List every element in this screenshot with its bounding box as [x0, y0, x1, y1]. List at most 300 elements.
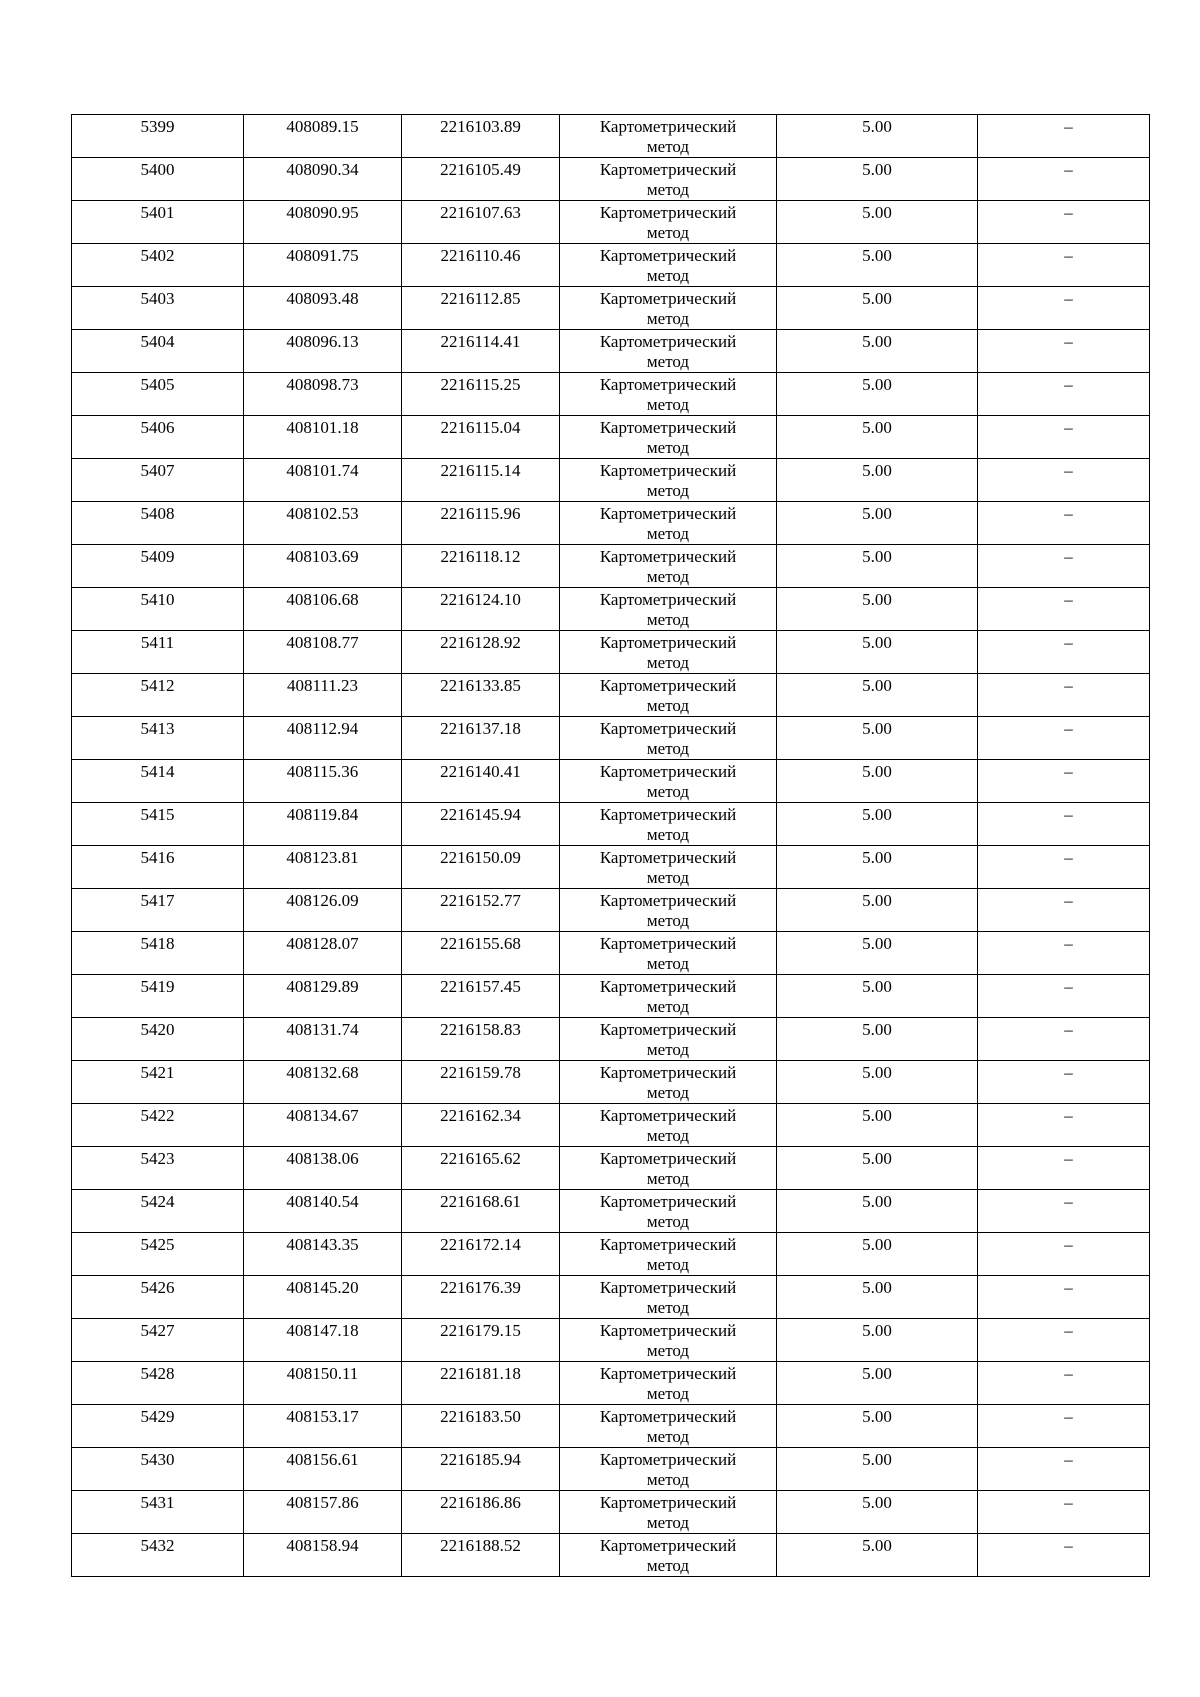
accuracy-cell-text: [777, 1061, 977, 1083]
y-coordinate-cell-y: 2216158.83: [440, 1020, 521, 1039]
y-coordinate-cell: [402, 373, 560, 416]
method-cell-method-line2: метод: [646, 739, 690, 758]
point-number-cell-point: 5409: [140, 547, 175, 566]
note-cell-text: [978, 545, 1149, 567]
method-cell-text: [560, 717, 776, 759]
y-coordinate-cell: [402, 1147, 560, 1190]
x-coordinate-cell-x: 408111.23: [287, 676, 358, 695]
x-coordinate-cell-x: 408101.18: [286, 418, 359, 437]
table-row: [72, 502, 1150, 545]
method-cell-text: [560, 330, 776, 372]
method-cell-method-line2: метод: [646, 481, 690, 500]
y-coordinate-cell: [402, 932, 560, 975]
x-coordinate-cell-x: 408112.94: [286, 719, 359, 738]
y-coordinate-cell-y: 2216162.34: [440, 1106, 521, 1125]
y-coordinate-cell: [402, 846, 560, 889]
point-number-cell: [72, 158, 244, 201]
point-number-cell-text: [72, 115, 243, 137]
x-coordinate-cell-x: 408098.73: [286, 375, 359, 394]
y-coordinate-cell-y: 2216115.96: [440, 504, 521, 523]
y-coordinate-cell-y: 2216159.78: [440, 1063, 521, 1082]
method-cell-text: [560, 1405, 776, 1447]
note-cell: [978, 1190, 1150, 1233]
note-cell-text: [978, 287, 1149, 309]
x-coordinate-cell: [244, 287, 402, 330]
y-coordinate-cell-y: 2216165.62: [440, 1149, 521, 1168]
point-number-cell-text: [72, 1276, 243, 1298]
y-coordinate-cell: [402, 1491, 560, 1534]
x-coordinate-cell-x: 408138.06: [286, 1149, 359, 1168]
method-cell: [560, 1190, 777, 1233]
accuracy-cell-text: [777, 1405, 977, 1427]
x-coordinate-cell: [244, 631, 402, 674]
method-cell-method-line2: метод: [646, 1556, 690, 1575]
method-cell-method-line2: метод: [646, 1298, 690, 1317]
y-coordinate-cell-text: [402, 588, 559, 610]
table-row: [72, 1276, 1150, 1319]
note-cell-note: –: [1064, 934, 1073, 953]
note-cell-text: [978, 760, 1149, 782]
method-cell-text: [560, 1147, 776, 1189]
accuracy-cell-accuracy: 5.00: [862, 848, 892, 867]
accuracy-cell: [777, 416, 978, 459]
point-number-cell-point: 5408: [140, 504, 175, 523]
x-coordinate-cell-text: [244, 846, 401, 868]
point-number-cell-text: [72, 201, 243, 223]
method-cell-text: [560, 760, 776, 802]
x-coordinate-cell-text: [244, 760, 401, 782]
accuracy-cell: [777, 1319, 978, 1362]
note-cell-text: [978, 1405, 1149, 1427]
coordinates-table-body: [72, 115, 1150, 1577]
note-cell-text: [978, 803, 1149, 825]
accuracy-cell-text: [777, 1276, 977, 1298]
note-cell-note: –: [1064, 1063, 1073, 1082]
x-coordinate-cell-text: [244, 1319, 401, 1341]
y-coordinate-cell: [402, 201, 560, 244]
method-cell-method-line2: метод: [646, 223, 690, 242]
note-cell-text: [978, 1104, 1149, 1126]
y-coordinate-cell-text: [402, 1018, 559, 1040]
accuracy-cell: [777, 201, 978, 244]
method-cell-method-line1: Картометрический: [599, 418, 737, 437]
note-cell: [978, 1147, 1150, 1190]
note-cell-note: –: [1064, 977, 1073, 996]
x-coordinate-cell: [244, 201, 402, 244]
accuracy-cell: [777, 1534, 978, 1577]
accuracy-cell-text: [777, 1319, 977, 1341]
accuracy-cell-accuracy: 5.00: [862, 289, 892, 308]
x-coordinate-cell-text: [244, 373, 401, 395]
accuracy-cell-text: [777, 1491, 977, 1513]
method-cell: [560, 287, 777, 330]
method-cell-method-line2: метод: [646, 653, 690, 672]
x-coordinate-cell: [244, 1104, 402, 1147]
y-coordinate-cell: [402, 1233, 560, 1276]
method-cell-text: [560, 244, 776, 286]
x-coordinate-cell-x: 408157.86: [286, 1493, 359, 1512]
method-cell: [560, 588, 777, 631]
point-number-cell-point: 5418: [140, 934, 175, 953]
point-number-cell: [72, 287, 244, 330]
note-cell-note: –: [1064, 891, 1073, 910]
accuracy-cell: [777, 1405, 978, 1448]
accuracy-cell-accuracy: 5.00: [862, 1407, 892, 1426]
accuracy-cell-text: [777, 1233, 977, 1255]
point-number-cell-text: [72, 1362, 243, 1384]
note-cell: [978, 717, 1150, 760]
accuracy-cell-accuracy: 5.00: [862, 1321, 892, 1340]
x-coordinate-cell: [244, 158, 402, 201]
method-cell: [560, 158, 777, 201]
accuracy-cell-accuracy: 5.00: [862, 1106, 892, 1125]
method-cell-method-line2: метод: [646, 911, 690, 930]
y-coordinate-cell: [402, 1534, 560, 1577]
y-coordinate-cell-y: 2216155.68: [440, 934, 521, 953]
accuracy-cell: [777, 287, 978, 330]
x-coordinate-cell-x: 408128.07: [286, 934, 359, 953]
y-coordinate-cell: [402, 502, 560, 545]
method-cell-text: [560, 545, 776, 587]
accuracy-cell-text: [777, 1190, 977, 1212]
x-coordinate-cell: [244, 115, 402, 158]
y-coordinate-cell-text: [402, 1233, 559, 1255]
x-coordinate-cell-x: 408132.68: [286, 1063, 359, 1082]
point-number-cell: [72, 1319, 244, 1362]
x-coordinate-cell: [244, 1190, 402, 1233]
note-cell-text: [978, 1534, 1149, 1556]
x-coordinate-cell-text: [244, 1233, 401, 1255]
point-number-cell-text: [72, 1491, 243, 1513]
point-number-cell-text: [72, 932, 243, 954]
x-coordinate-cell: [244, 674, 402, 717]
y-coordinate-cell-y: 2216115.04: [440, 418, 521, 437]
method-cell-method-line1: Картометрический: [599, 1364, 737, 1383]
note-cell-note: –: [1064, 1493, 1073, 1512]
point-number-cell-point: 5406: [140, 418, 175, 437]
point-number-cell-text: [72, 1405, 243, 1427]
accuracy-cell: [777, 846, 978, 889]
coordinates-table: [71, 114, 1150, 1577]
accuracy-cell-accuracy: 5.00: [862, 418, 892, 437]
method-cell: [560, 1233, 777, 1276]
method-cell-text: [560, 1319, 776, 1361]
method-cell-method-line1: Картометрический: [599, 676, 737, 695]
method-cell-method-line2: метод: [646, 782, 690, 801]
y-coordinate-cell-y: 2216168.61: [440, 1192, 521, 1211]
method-cell-method-line2: метод: [646, 825, 690, 844]
x-coordinate-cell-text: [244, 674, 401, 696]
method-cell-method-line2: метод: [646, 954, 690, 973]
note-cell-text: [978, 1276, 1149, 1298]
accuracy-cell-text: [777, 803, 977, 825]
note-cell-note: –: [1064, 633, 1073, 652]
y-coordinate-cell: [402, 1319, 560, 1362]
x-coordinate-cell-x: 408147.18: [286, 1321, 359, 1340]
table-row: [72, 244, 1150, 287]
method-cell: [560, 674, 777, 717]
x-coordinate-cell-text: [244, 803, 401, 825]
method-cell-method-line1: Картометрический: [599, 977, 737, 996]
y-coordinate-cell-text: [402, 803, 559, 825]
accuracy-cell: [777, 330, 978, 373]
note-cell-note: –: [1064, 547, 1073, 566]
note-cell-text: [978, 459, 1149, 481]
y-coordinate-cell-y: 2216152.77: [440, 891, 521, 910]
point-number-cell: [72, 803, 244, 846]
point-number-cell: [72, 201, 244, 244]
note-cell-note: –: [1064, 1407, 1073, 1426]
table-row: [72, 158, 1150, 201]
y-coordinate-cell: [402, 1190, 560, 1233]
method-cell-method-line2: метод: [646, 1470, 690, 1489]
point-number-cell-text: [72, 1190, 243, 1212]
table-row: [72, 717, 1150, 760]
note-cell: [978, 760, 1150, 803]
x-coordinate-cell-text: [244, 1147, 401, 1169]
accuracy-cell-accuracy: 5.00: [862, 1536, 892, 1555]
note-cell: [978, 244, 1150, 287]
note-cell: [978, 373, 1150, 416]
method-cell-method-line1: Картометрический: [599, 891, 737, 910]
x-coordinate-cell-text: [244, 1061, 401, 1083]
note-cell-note: –: [1064, 418, 1073, 437]
accuracy-cell-accuracy: 5.00: [862, 1149, 892, 1168]
method-cell-text: [560, 975, 776, 1017]
note-cell: [978, 1018, 1150, 1061]
note-cell-note: –: [1064, 246, 1073, 265]
method-cell-method-line1: Картометрический: [599, 1020, 737, 1039]
accuracy-cell-accuracy: 5.00: [862, 160, 892, 179]
point-number-cell-text: [72, 158, 243, 180]
method-cell-method-line2: метод: [646, 1083, 690, 1102]
y-coordinate-cell-y: 2216172.14: [440, 1235, 521, 1254]
y-coordinate-cell-text: [402, 674, 559, 696]
point-number-cell-point: 5413: [140, 719, 175, 738]
x-coordinate-cell-x: 408106.68: [286, 590, 359, 609]
y-coordinate-cell: [402, 1018, 560, 1061]
accuracy-cell-text: [777, 416, 977, 438]
method-cell-method-line1: Картометрический: [599, 375, 737, 394]
x-coordinate-cell: [244, 1147, 402, 1190]
note-cell-text: [978, 1018, 1149, 1040]
accuracy-cell-text: [777, 932, 977, 954]
point-number-cell: [72, 588, 244, 631]
accuracy-cell-accuracy: 5.00: [862, 891, 892, 910]
y-coordinate-cell-text: [402, 287, 559, 309]
point-number-cell-point: 5401: [140, 203, 175, 222]
accuracy-cell-accuracy: 5.00: [862, 117, 892, 136]
table-row: [72, 1448, 1150, 1491]
method-cell-method-line1: Картометрический: [599, 246, 737, 265]
accuracy-cell-text: [777, 1018, 977, 1040]
note-cell-note: –: [1064, 1278, 1073, 1297]
accuracy-cell-accuracy: 5.00: [862, 633, 892, 652]
method-cell-method-line1: Картометрический: [599, 848, 737, 867]
y-coordinate-cell: [402, 717, 560, 760]
x-coordinate-cell: [244, 330, 402, 373]
accuracy-cell: [777, 1018, 978, 1061]
table-row: [72, 1534, 1150, 1577]
y-coordinate-cell-y: 2216124.10: [440, 590, 521, 609]
method-cell-text: [560, 459, 776, 501]
method-cell-text: [560, 1491, 776, 1533]
accuracy-cell: [777, 588, 978, 631]
accuracy-cell: [777, 1147, 978, 1190]
y-coordinate-cell-y: 2216133.85: [440, 676, 521, 695]
x-coordinate-cell-x: 408158.94: [286, 1536, 359, 1555]
table-row: [72, 115, 1150, 158]
y-coordinate-cell-y: 2216118.12: [440, 547, 521, 566]
y-coordinate-cell-y: 2216137.18: [440, 719, 521, 738]
point-number-cell-point: 5404: [140, 332, 175, 351]
point-number-cell: [72, 717, 244, 760]
method-cell: [560, 545, 777, 588]
point-number-cell: [72, 889, 244, 932]
method-cell: [560, 760, 777, 803]
note-cell-text: [978, 158, 1149, 180]
note-cell-text: [978, 1061, 1149, 1083]
point-number-cell-point: 5416: [140, 848, 175, 867]
method-cell-text: [560, 201, 776, 243]
point-number-cell-text: [72, 588, 243, 610]
x-coordinate-cell-text: [244, 502, 401, 524]
point-number-cell: [72, 846, 244, 889]
method-cell-method-line1: Картометрический: [599, 1278, 737, 1297]
point-number-cell: [72, 1448, 244, 1491]
note-cell: [978, 1233, 1150, 1276]
y-coordinate-cell: [402, 1104, 560, 1147]
x-coordinate-cell-x: 408143.35: [286, 1235, 359, 1254]
accuracy-cell-accuracy: 5.00: [862, 1450, 892, 1469]
note-cell-note: –: [1064, 461, 1073, 480]
x-coordinate-cell: [244, 244, 402, 287]
note-cell-note: –: [1064, 160, 1073, 179]
accuracy-cell: [777, 1190, 978, 1233]
method-cell-method-line1: Картометрический: [599, 1321, 737, 1340]
method-cell-method-line1: Картометрический: [599, 934, 737, 953]
table-row: [72, 416, 1150, 459]
note-cell-note: –: [1064, 375, 1073, 394]
accuracy-cell-accuracy: 5.00: [862, 1192, 892, 1211]
point-number-cell-text: [72, 760, 243, 782]
table-row: [72, 1319, 1150, 1362]
note-cell-text: [978, 717, 1149, 739]
note-cell: [978, 115, 1150, 158]
table-row: [72, 545, 1150, 588]
method-cell-method-line2: метод: [646, 1040, 690, 1059]
method-cell-method-line1: Картометрический: [599, 461, 737, 480]
method-cell-text: [560, 631, 776, 673]
point-number-cell-point: 5425: [140, 1235, 175, 1254]
point-number-cell-point: 5405: [140, 375, 175, 394]
method-cell: [560, 1061, 777, 1104]
point-number-cell: [72, 975, 244, 1018]
x-coordinate-cell: [244, 459, 402, 502]
method-cell-text: [560, 1104, 776, 1146]
method-cell-method-line1: Картометрический: [599, 504, 737, 523]
table-row: [72, 760, 1150, 803]
note-cell-text: [978, 1491, 1149, 1513]
point-number-cell-point: 5415: [140, 805, 175, 824]
accuracy-cell-text: [777, 588, 977, 610]
table-row: [72, 1061, 1150, 1104]
point-number-cell: [72, 459, 244, 502]
y-coordinate-cell-y: 2216107.63: [440, 203, 521, 222]
y-coordinate-cell: [402, 588, 560, 631]
y-coordinate-cell: [402, 760, 560, 803]
method-cell-method-line2: метод: [646, 997, 690, 1016]
point-number-cell-point: 5423: [140, 1149, 175, 1168]
accuracy-cell-accuracy: 5.00: [862, 977, 892, 996]
x-coordinate-cell-x: 408093.48: [286, 289, 359, 308]
accuracy-cell-text: [777, 674, 977, 696]
y-coordinate-cell-text: [402, 1534, 559, 1556]
y-coordinate-cell-y: 2216181.18: [440, 1364, 521, 1383]
y-coordinate-cell: [402, 803, 560, 846]
note-cell-note: –: [1064, 848, 1073, 867]
y-coordinate-cell-y: 2216150.09: [440, 848, 521, 867]
point-number-cell: [72, 330, 244, 373]
x-coordinate-cell: [244, 545, 402, 588]
y-coordinate-cell: [402, 674, 560, 717]
method-cell-method-line1: Картометрический: [599, 1493, 737, 1512]
table-row: [72, 1233, 1150, 1276]
note-cell-text: [978, 1319, 1149, 1341]
point-number-cell-text: [72, 803, 243, 825]
method-cell-method-line1: Картометрический: [599, 1235, 737, 1254]
note-cell: [978, 674, 1150, 717]
accuracy-cell-accuracy: 5.00: [862, 590, 892, 609]
x-coordinate-cell: [244, 1319, 402, 1362]
note-cell-note: –: [1064, 1536, 1073, 1555]
method-cell: [560, 1491, 777, 1534]
note-cell: [978, 1362, 1150, 1405]
x-coordinate-cell-text: [244, 1190, 401, 1212]
table-row: [72, 1147, 1150, 1190]
method-cell-method-line1: Картометрический: [599, 203, 737, 222]
x-coordinate-cell-text: [244, 1362, 401, 1384]
y-coordinate-cell-text: [402, 932, 559, 954]
y-coordinate-cell: [402, 1276, 560, 1319]
point-number-cell-point: 5419: [140, 977, 175, 996]
method-cell-method-line1: Картометрический: [599, 633, 737, 652]
method-cell-method-line1: Картометрический: [599, 289, 737, 308]
note-cell: [978, 158, 1150, 201]
accuracy-cell: [777, 459, 978, 502]
accuracy-cell: [777, 115, 978, 158]
method-cell-text: [560, 287, 776, 329]
y-coordinate-cell-text: [402, 1190, 559, 1212]
point-number-cell: [72, 932, 244, 975]
x-coordinate-cell: [244, 760, 402, 803]
y-coordinate-cell-text: [402, 1104, 559, 1126]
x-coordinate-cell-text: [244, 1491, 401, 1513]
point-number-cell-point: 5420: [140, 1020, 175, 1039]
x-coordinate-cell-x: 408090.95: [286, 203, 359, 222]
method-cell: [560, 115, 777, 158]
method-cell-text: [560, 1233, 776, 1275]
note-cell-note: –: [1064, 1192, 1073, 1211]
accuracy-cell-text: [777, 373, 977, 395]
method-cell: [560, 717, 777, 760]
point-number-cell-point: 5431: [140, 1493, 175, 1512]
accuracy-cell: [777, 803, 978, 846]
point-number-cell-text: [72, 1319, 243, 1341]
y-coordinate-cell-y: 2216105.49: [440, 160, 521, 179]
note-cell: [978, 932, 1150, 975]
y-coordinate-cell-text: [402, 631, 559, 653]
